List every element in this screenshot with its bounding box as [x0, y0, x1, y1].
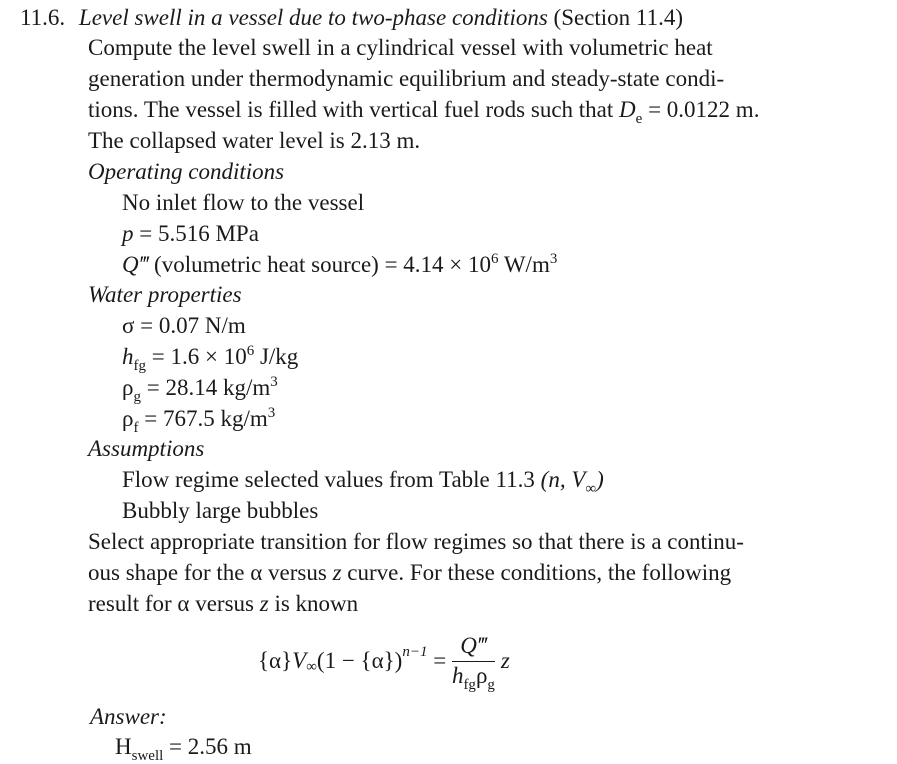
latent-heat-line: $h_{fg} = 1.6 \times 10^6$ J/kg [122, 343, 299, 374]
liquid-density-line: $\rho_f = 767.5$ $kg/m^3$ [122, 405, 276, 436]
problem-header [20, 4, 683, 32]
intro-line-4: The collapsed water level is 2.13 m. [88, 128, 421, 153]
select-line-3: result for α versus z is known [88, 591, 359, 616]
bubbly-line: Bubbly large bubbles [122, 498, 319, 523]
de-value: = 0.0122 m. [642, 97, 760, 122]
inlet-flow-text: No inlet flow to the vessel [122, 190, 365, 215]
answer-value-line: $H_{swell} = 2.56$ m [115, 734, 252, 764]
problem-title: Level swell in a vessel due to two-phase conditions [78, 5, 548, 30]
select-line-1: Select appropriate transition for flow regimes so that there is a continu- [88, 529, 744, 554]
select-line-2: ous shape for the α versus z curve. For these conditions, the following [88, 560, 732, 585]
alpha-equation: {α} V $_\infty$ (1 − {α}) $^{n-1}$ = $\frac{Q‴}{h_{fg}\rho_g}$ z [258, 633, 510, 693]
intro-line-2: generation under thermodynamic equilibrium and steady-state condi- [88, 66, 725, 91]
water-properties-heading: Water properties [88, 282, 242, 307]
flow-regime-line: Flow regime selected values from Table 11.3 (n, $V_\infty$) [122, 467, 604, 497]
operating-heading: Operating conditions [88, 159, 285, 184]
de-subscript: e [635, 111, 643, 127]
intro-line-1: Compute the level swell in a cylindrical vessel with volumetric heat [88, 35, 713, 60]
surface-tension-line: σ = 0.07 N/m [122, 313, 246, 338]
equation-denominator: $h_{fg}\rho_g$ [451, 663, 495, 693]
pressure-line: p = 5.516 MPa [122, 221, 259, 246]
equation-fraction [451, 633, 495, 693]
de-symbol: D [619, 97, 636, 122]
assumptions-heading: Assumptions [88, 436, 205, 461]
answer-heading: Answer: [90, 704, 167, 729]
section-reference: (Section 11.4) [553, 5, 683, 30]
vapor-density-line: $\rho_g = 28.14$ $kg/m^3$ [122, 374, 278, 405]
heat-source-line: Q‴ (volumetric heat source) = $4.14 \times 10^6$ $W/m^3$ [122, 251, 558, 277]
problem-number: 11.6. [20, 5, 66, 30]
intro-line-3: tions. The vessel is filled with vertical fuel rods such that $D_e = 0.0122$ m. [88, 97, 760, 127]
equation-numerator: Q‴ [452, 633, 495, 662]
equation-z: z [500, 648, 510, 673]
